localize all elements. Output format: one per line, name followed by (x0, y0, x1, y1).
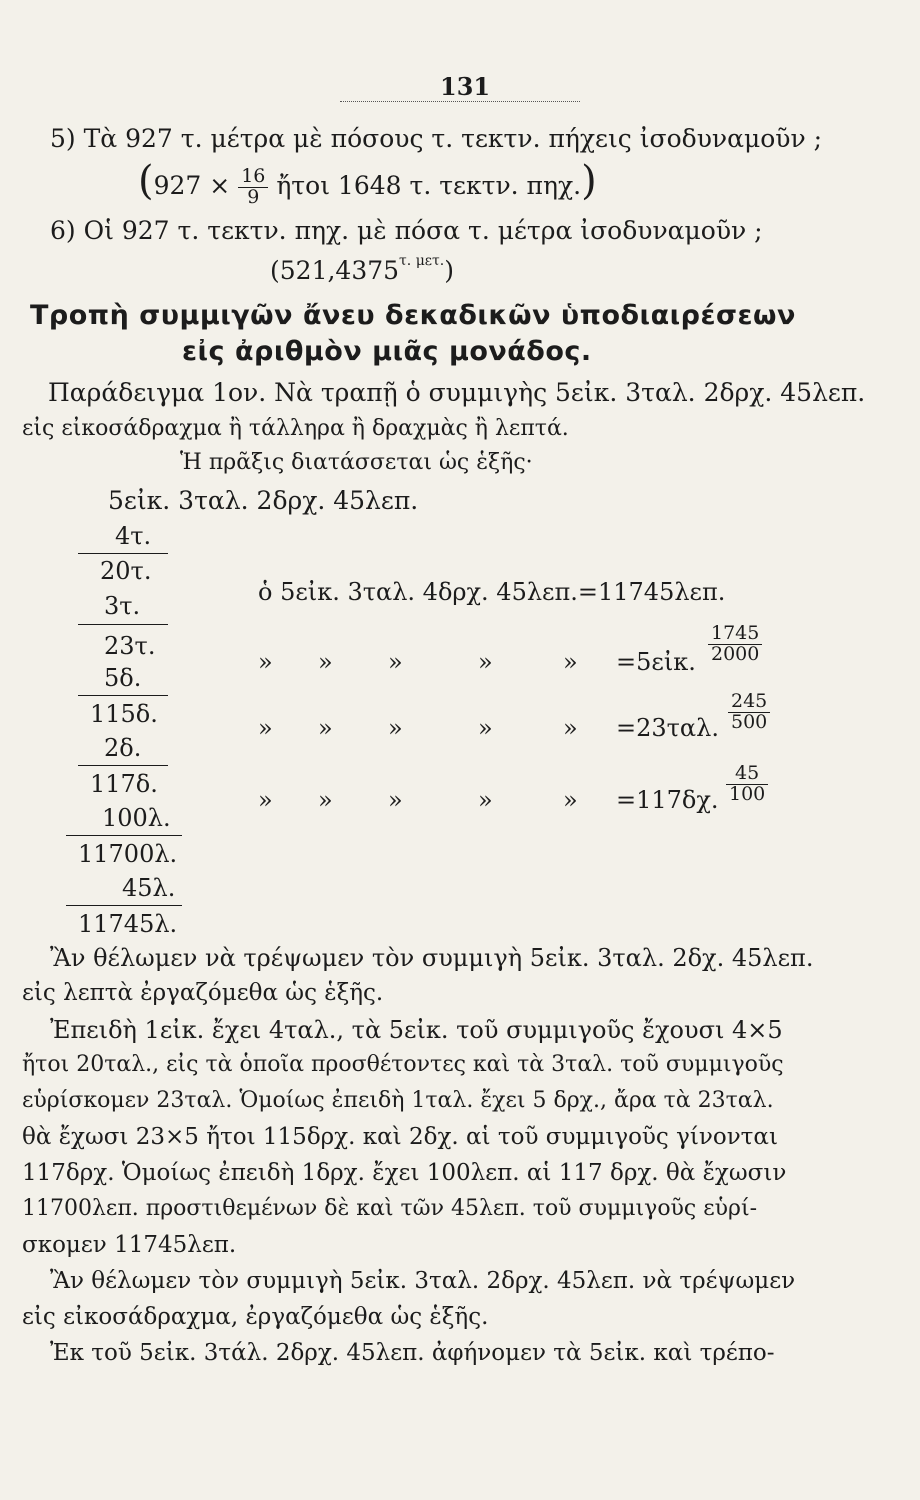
para-line-8: 11700λεπ. προστιθεμένων δὲ καὶ τῶν 45λεπ. τοῦ συμμιγοῦς εὑρί- (22, 1196, 758, 1221)
frac-num: 45 (726, 764, 768, 785)
fraction-45-100 (726, 764, 768, 805)
answer-b: ἤτοι 1648 τ. τεκτν. πηχ. (276, 171, 582, 200)
comp-rule-3 (78, 695, 168, 696)
para-line-7: 117δρχ. Ὁμοίως ἐπειδὴ 1δρχ. ἔχει 100λεπ. αἱ 117 δρχ. θὰ ἔχωσιν (22, 1160, 787, 1186)
example-line-3: Ἡ πρᾶξις διατάσσεται ὡς ἑξῆς· (180, 450, 533, 475)
answer-a: 927 × (153, 171, 231, 200)
result-3-value: =23ταλ. (616, 714, 719, 742)
result-line-1: ὁ 5εἰκ. 3ταλ. 4δρχ. 45λεπ.=11745λεπ. (258, 578, 726, 606)
para-line-4: ἤτοι 20ταλ., εἰς τὰ ὁποῖα προσθέτοντες καὶ τὰ 3ταλ. τοῦ συμμιγοῦς (22, 1052, 784, 1077)
comp-20t: 20τ. (100, 557, 152, 585)
comp-rule-2 (78, 624, 168, 625)
answer-close: ) (444, 256, 455, 285)
comp-rule-1 (78, 553, 168, 554)
exercise-5: 5) Τὰ 927 τ. μέτρα μὲ πόσους τ. τεκτν. πήχεις ἰσοδυναμοῦν ; (50, 124, 823, 153)
example-line-1: Παράδειγμα 1ον. Νὰ τραπῇ ὁ συμμιγὴς 5εἰκ. 3ταλ. 2δρχ. 45λεπ. (48, 378, 866, 407)
para-line-10: Ἂν θέλωμεν τὸν συμμιγὴ 5εἰκ. 3ταλ. 2δρχ. 45λεπ. νὰ τρέψωμεν (50, 1268, 796, 1294)
frac-num: 16 (238, 167, 268, 188)
comp-rule-6 (66, 905, 182, 906)
comp-11700l: 11700λ. (78, 840, 178, 868)
comp-100l: 100λ. (102, 804, 171, 832)
ditto-5: » (563, 648, 578, 676)
comp-rule-5 (66, 835, 182, 836)
para-line-9: σκομεν 11745λεπ. (22, 1232, 237, 1258)
answer-value: (521,4375 (270, 256, 400, 285)
fraction-16-9 (238, 167, 268, 208)
page-number-rule (340, 101, 580, 102)
comp-11745l: 11745λ. (78, 910, 178, 938)
open-paren: ( (138, 158, 154, 204)
frac-den: 2000 (711, 642, 760, 665)
para-line-12: Ἐκ τοῦ 5εἰκ. 3τάλ. 2δρχ. 45λεπ. ἀφήνομεν τὰ 5εἰκ. καὶ τρέπο- (50, 1340, 775, 1366)
para-line-11: εἰς εἰκοσάδραχμα, ἐργαζόμεθα ὡς ἑξῆς. (22, 1304, 489, 1330)
ditto-5: » (563, 714, 578, 742)
comp-5d: 5δ. (104, 664, 142, 692)
exercise-5-answer (138, 158, 597, 208)
ditto-5: » (563, 786, 578, 814)
frac-num: 245 (728, 692, 770, 713)
frac-den: 500 (731, 710, 768, 733)
section-heading-2: εἰς ἀριθμὸν μιᾶς μονάδος. (182, 336, 592, 367)
exercise-6-answer (270, 253, 455, 285)
frac-den: 100 (729, 782, 766, 805)
comp-rule-4 (78, 765, 168, 766)
comp-4t: 4τ. (115, 522, 152, 550)
comp-3t: 3τ. (104, 592, 141, 620)
ditto-2: » (318, 786, 333, 814)
ditto-4: » (478, 648, 493, 676)
para-line-3: Ἐπειδὴ 1εἰκ. ἔχει 4ταλ., τὰ 5εἰκ. τοῦ συμμιγοῦς ἔχουσι 4×5 (50, 1016, 783, 1044)
ditto-1: » (258, 648, 273, 676)
example-line-4: 5εἰκ. 3ταλ. 2δρχ. 45λεπ. (108, 486, 419, 515)
result-4-value: =117δχ. (616, 786, 719, 814)
ditto-3: » (388, 648, 403, 676)
fraction-245-500 (728, 692, 770, 733)
close-paren: ) (581, 158, 597, 204)
ditto-1: » (258, 786, 273, 814)
ditto-3: » (388, 786, 403, 814)
ditto-2: » (318, 648, 333, 676)
ditto-2: » (318, 714, 333, 742)
exercise-6: 6) Οἱ 927 τ. τεκτν. πηχ. μὲ πόσα τ. μέτρα ἰσοδυναμοῦν ; (50, 216, 763, 245)
para-line-2: εἰς λεπτὰ ἐργαζόμεθα ὡς ἑξῆς. (22, 980, 384, 1006)
para-line-5: εὑρίσκομεν 23ταλ. Ὁμοίως ἐπειδὴ 1ταλ. ἔχει 5 δρχ., ἄρα τὰ 23ταλ. (22, 1088, 774, 1113)
fraction-1745-2000 (708, 624, 762, 665)
frac-den: 9 (247, 186, 260, 208)
para-line-1: Ἂν θέλωμεν νὰ τρέψωμεν τὸν συμμιγὴ 5εἰκ. 3ταλ. 2δχ. 45λεπ. (50, 944, 814, 972)
section-heading-1: Τροπὴ συμμιγῶν ἄνευ δεκαδικῶν ὑποδιαιρέσεων (30, 300, 796, 331)
comp-117d: 117δ. (90, 770, 158, 798)
ditto-1: » (258, 714, 273, 742)
answer-unit: τ. μετ. (399, 253, 445, 269)
comp-115d: 115δ. (90, 700, 158, 728)
ditto-4: » (478, 714, 493, 742)
result-2-value: =5εἰκ. (616, 648, 696, 676)
ditto-3: » (388, 714, 403, 742)
comp-2d: 2δ. (104, 734, 142, 762)
para-line-6: θὰ ἔχωσι 23×5 ἤτοι 115δρχ. καὶ 2δχ. αἱ τοῦ συμμιγοῦς γίνονται (22, 1124, 778, 1150)
comp-45l: 45λ. (122, 874, 176, 902)
frac-num: 1745 (708, 624, 762, 645)
ditto-4: » (478, 786, 493, 814)
page-number: 131 (440, 72, 491, 101)
example-line-2: εἰς εἰκοσάδραχμα ἢ τάλληρα ἢ δραχμὰς ἢ λεπτά. (22, 416, 569, 441)
comp-23t: 23τ. (104, 632, 156, 660)
